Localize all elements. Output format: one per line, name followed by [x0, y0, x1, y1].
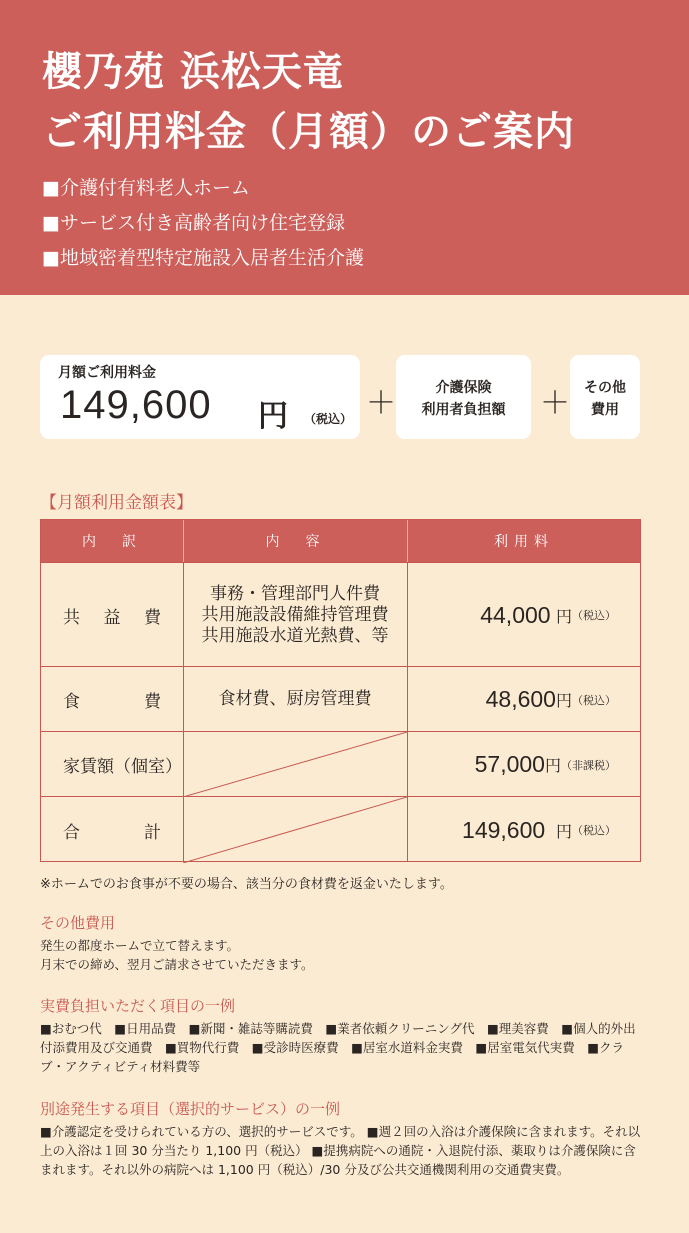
amount-value: 44,000 — [480, 601, 551, 628]
actual-costs-heading: 実費負担いただく項目の一例 — [40, 997, 236, 1015]
item-char: 益 — [103, 607, 121, 628]
amount-unit: 円 — [555, 691, 572, 710]
column-divider — [183, 562, 184, 861]
service-type-1: ■介護付有料老人ホーム — [42, 177, 250, 199]
amount-tax: （税込） — [572, 609, 616, 622]
table-header-content: 内 容 — [184, 520, 407, 562]
other-costs-heading: その他費用 — [40, 914, 116, 932]
monthly-fee-tax: （税込） — [304, 412, 353, 426]
amount-unit: 円 — [544, 756, 561, 775]
page-title-line1: 櫻乃苑 浜松天竜 — [42, 49, 344, 95]
amount-unit: 円 — [555, 606, 572, 626]
amount-tax: （税込） — [572, 824, 616, 837]
table-row — [41, 562, 640, 666]
other-costs-text — [40, 936, 642, 974]
monthly-fee-amount: 149,600 — [60, 383, 212, 427]
item-char: 費 — [144, 692, 161, 712]
insurance-label-line2: 利用者負担額 — [421, 402, 506, 418]
plus-sign: ＋ — [540, 386, 570, 421]
content-line: 共用施設設備維持管理費 — [201, 604, 389, 625]
monthly-fee-box — [40, 355, 360, 439]
empty-cell-slash — [183, 732, 407, 797]
amount-tax: （非課税） — [561, 758, 616, 772]
row-amount — [407, 797, 640, 863]
optional-services-heading: 別途発生する項目（選択的サービス）の一例 — [40, 1100, 341, 1118]
fee-table — [40, 519, 641, 862]
amount-tax: （税込） — [572, 693, 616, 707]
amount-value: 48,600 — [485, 686, 556, 712]
monthly-fee-unit: 円 — [258, 399, 288, 434]
row-amount — [407, 667, 640, 732]
other-costs-label-line2: 費用 — [591, 402, 619, 418]
header-divider — [407, 520, 408, 562]
item-char: 共 — [63, 607, 80, 628]
header-banner — [0, 0, 689, 295]
page-title-line2: ご利用料金（月額）のご案内 — [42, 109, 575, 155]
table-row — [41, 796, 640, 862]
insurance-label-line1: 介護保険 — [435, 380, 492, 396]
service-type-3: ■地域密着型特定施設入居者生活介護 — [42, 247, 364, 269]
insurance-copay-box — [396, 355, 531, 439]
header-divider — [183, 520, 184, 562]
row-content — [183, 563, 407, 667]
row-amount — [407, 732, 640, 797]
optional-services-text: ■介護認定を受けられている方の、選択的サービスです。 ■週２回の入浴は介護保険に含まれます。それ以上の入浴は１回 30 分当たり 1,100 円（税込） ■提携病院への通院・入退院付添、薬取りは介護保険に含まれます。それ以外の病院へは 1,100 円（税込）/30 分及び公共交通機関利用の交通費実費。 — [40, 1124, 641, 1177]
table-header-fee: 利用料 — [408, 520, 640, 562]
row-content — [183, 667, 407, 732]
row-item-rent: 家賃額（個室） — [63, 757, 182, 777]
amount-value: 57,000 — [474, 751, 545, 777]
content-line: 食材費、厨房管理費 — [218, 689, 372, 709]
content-line: 共用施設水道光熱費、等 — [201, 625, 389, 646]
row-item-common-fee — [63, 563, 161, 667]
item-char: 合 — [63, 822, 80, 843]
column-divider — [407, 562, 408, 861]
fee-table-title: 【月額利用金額表】 — [40, 493, 193, 513]
other-costs-line: 発生の都度ホームで立て替えます。 — [40, 938, 240, 953]
row-item-total — [63, 797, 161, 863]
row-amount — [407, 563, 640, 667]
other-costs-label-line1: その他 — [584, 380, 626, 396]
table-row — [41, 731, 640, 796]
table-row — [41, 666, 640, 731]
meal-refund-note: ※ホームでのお食事が不要の場合、該当分の食材費を返金いたします。 — [40, 877, 453, 892]
other-costs-line: 月末での締め、翌月ご請求させていただきます。 — [40, 957, 314, 972]
item-char: 費 — [144, 607, 161, 628]
amount-unit: 円 — [555, 821, 572, 841]
item-char: 計 — [144, 822, 161, 843]
table-header-breakdown: 内 訳 — [41, 520, 183, 562]
plus-sign: ＋ — [366, 386, 396, 421]
row-item-meal-fee — [63, 667, 161, 732]
amount-value: 149,600 — [462, 816, 546, 843]
empty-cell-slash — [183, 797, 407, 863]
other-costs-box — [570, 355, 640, 439]
item-char: 食 — [63, 692, 80, 712]
monthly-fee-label: 月額ご利用料金 — [58, 365, 156, 381]
actual-costs-text: ■おむつ代 ■日用品費 ■新聞・雑誌等購読費 ■業者依頼クリーニング代 ■理美容費 ■個人的外出付添費用及び交通費 ■買物代行費 ■受診時医療費 ■居室水道料金実費 ■居室電気代実費 ■クラブ・アクティビティ材料費等 — [40, 1021, 636, 1074]
service-type-2: ■サービス付き高齢者向け住宅登録 — [42, 212, 345, 234]
content-line: 事務・管理部門人件費 — [210, 583, 380, 604]
